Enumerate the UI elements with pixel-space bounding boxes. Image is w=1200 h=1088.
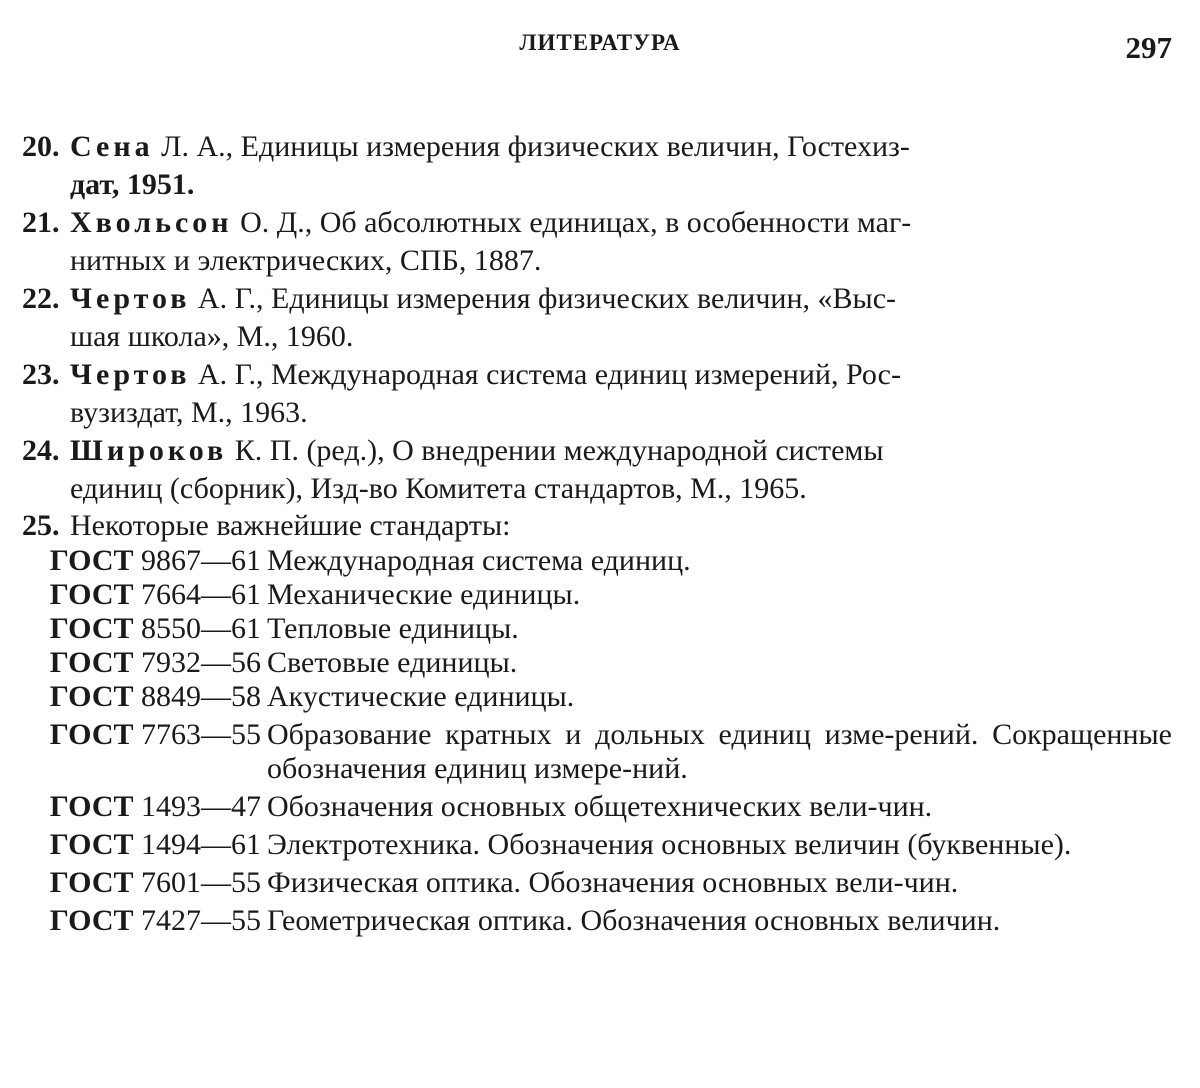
- gost-prefix: ГОСТ: [49, 578, 134, 611]
- standard-entry: [22, 866, 1172, 900]
- standard-description: Образование кратных и дольных единиц изме-рений. Сокращенные обозначения единиц измере-ний.: [267, 718, 1172, 785]
- reference-continuation: нитных и электрических, СПБ, 1887.: [70, 244, 542, 277]
- standards-heading: [22, 508, 1172, 544]
- reference-text: Л. А., Единицы измерения физических величин, Гостехиз-: [153, 130, 910, 163]
- reference-list: [22, 128, 1172, 938]
- standard-description: Механические единицы.: [267, 578, 581, 611]
- reference-text: А. Г., Международная система единиц измерений, Рос-: [190, 358, 901, 391]
- gost-number: 7601—55: [141, 866, 261, 899]
- reference-text: К. П. (ред.), О внедрении международной системы: [227, 434, 884, 467]
- standard-entry: [22, 828, 1172, 862]
- reference-continuation: единиц (сборник), Изд-во Комитета стандартов, М., 1965.: [70, 472, 807, 505]
- reference-author: Чертов: [70, 358, 191, 391]
- reference-number: 23.: [22, 358, 60, 391]
- standard-description: Электротехника. Обозначения основных величин (буквенные).: [267, 828, 1072, 861]
- reference-item: [22, 432, 1172, 508]
- reference-number: 20.: [22, 130, 60, 163]
- reference-text: А. Г., Единицы измерения физических величин, «Выс-: [190, 282, 897, 315]
- standards-title: Некоторые важнейшие стандарты:: [70, 509, 511, 542]
- standard-entry: [22, 718, 1172, 786]
- gost-prefix: ГОСТ: [49, 544, 134, 577]
- standard-description: Акустические единицы.: [267, 680, 575, 713]
- reference-author: Чертов: [70, 282, 191, 315]
- reference-item: [22, 280, 1172, 356]
- gost-prefix: ГОСТ: [49, 718, 134, 751]
- reference-author: Широков: [70, 434, 228, 467]
- gost-number: 8550—61: [141, 612, 261, 645]
- reference-number: 21.: [22, 206, 60, 239]
- reference-number: 24.: [22, 434, 60, 467]
- standard-entry: [22, 680, 1172, 714]
- reference-number: 22.: [22, 282, 60, 315]
- reference-text: О. Д., Об абсолютных единицах, в особенности маг-: [232, 206, 912, 239]
- reference-continuation: шая школа», М., 1960.: [70, 320, 354, 353]
- standard-entry: [22, 612, 1172, 646]
- gost-number: 7664—61: [141, 578, 261, 611]
- running-head: ЛИТЕРАТУРА: [519, 30, 681, 55]
- reference-continuation: вузиздат, М., 1963.: [70, 396, 308, 429]
- standard-description: Световые единицы.: [267, 646, 518, 679]
- gost-prefix: ГОСТ: [49, 828, 134, 861]
- gost-number: 8849—58: [141, 680, 261, 713]
- reference-number: 25.: [22, 509, 60, 542]
- gost-prefix: ГОСТ: [49, 646, 134, 679]
- gost-prefix: ГОСТ: [49, 866, 134, 899]
- standard-entry: [22, 904, 1172, 938]
- standard-description: Тепловые единицы.: [267, 612, 519, 645]
- gost-prefix: ГОСТ: [49, 680, 134, 713]
- reference-item: [22, 356, 1172, 432]
- gost-prefix: ГОСТ: [49, 612, 134, 645]
- standard-description: Международная система единиц.: [267, 544, 691, 577]
- gost-prefix: ГОСТ: [49, 790, 134, 823]
- reference-author: Сена: [70, 130, 154, 163]
- reference-item: [22, 128, 1172, 204]
- standard-entry: [22, 544, 1172, 578]
- standard-entry: [22, 578, 1172, 612]
- standard-description: Геометрическая оптика. Обозначения основных величин.: [267, 904, 1001, 937]
- standard-description: Физическая оптика. Обозначения основных вели-чин.: [267, 866, 959, 899]
- page-number: 297: [1125, 30, 1172, 65]
- gost-number: 9867—61: [141, 544, 261, 577]
- gost-prefix: ГОСТ: [49, 904, 134, 937]
- reference-item: [22, 204, 1172, 280]
- gost-number: 1493—47: [141, 790, 261, 823]
- standard-entry: [22, 646, 1172, 680]
- standard-description: Обозначения основных общетехнических вели-чин.: [267, 790, 933, 823]
- reference-author: Хвольсон: [70, 206, 233, 239]
- reference-continuation: дат, 1951.: [70, 168, 195, 201]
- standard-entry: [22, 790, 1172, 824]
- gost-number: 7763—55: [141, 718, 261, 751]
- gost-number: 7427—55: [141, 904, 261, 937]
- gost-number: 7932—56: [141, 646, 261, 679]
- gost-number: 1494—61: [141, 828, 261, 861]
